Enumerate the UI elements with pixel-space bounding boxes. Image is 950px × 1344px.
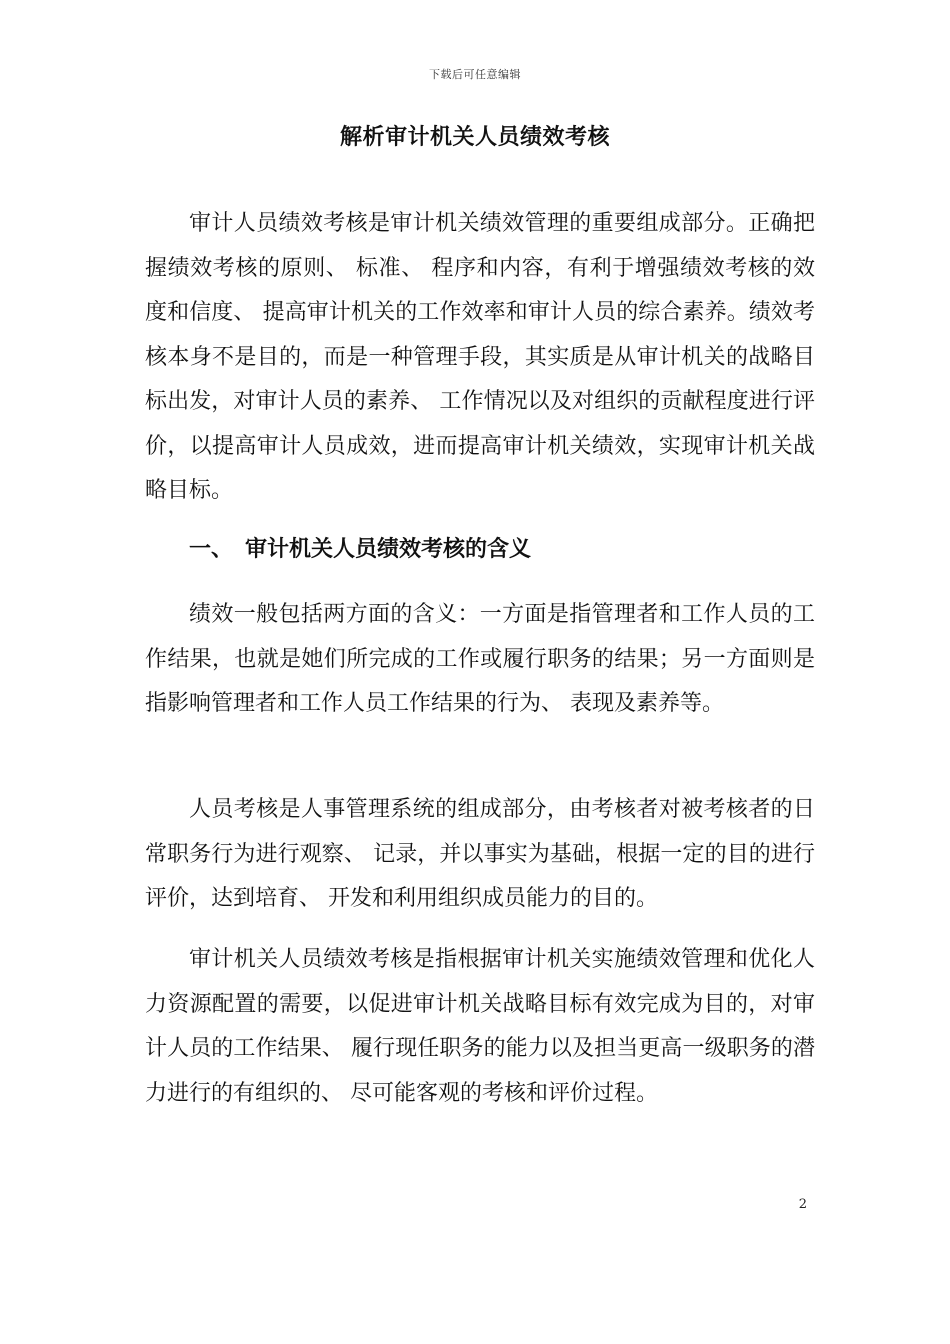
page-number: 2	[798, 1197, 807, 1212]
definition-paragraph-2: 人员考核是人事管理系统的组成部分，由考核者对被考核者的日常职务行为进行观察、 记录，并以事实为基础，根据一定的目的进行评价，达到培育、 开发和利用组织成员能力的目的。	[145, 797, 815, 911]
document-title: 解析审计机关人员绩效考核	[339, 125, 610, 150]
section-title: 审计机关人员绩效考核的含义	[245, 537, 532, 562]
section-heading	[145, 528, 815, 572]
definition-paragraph-3: 审计机关人员绩效考核是指根据审计机关实施绩效管理和优化人力资源配置的需要，以促进审计机关战略目标有效完成为目的，对审计人员的工作结果、 履行现任职务的能力以及担当更高一级职务的潜力进行的有组织的、 尽可能客观的考核和评价过程。	[145, 947, 815, 1106]
section-number: 一、	[189, 537, 234, 562]
header-note: 下载后可任意编辑	[429, 68, 521, 81]
definition-block-3	[145, 938, 815, 1116]
intro-paragraph: 审计人员绩效考核是审计机关绩效管理的重要组成部分。正确把握绩效考核的原则、 标准、 程序和内容，有利于增强绩效考核的效度和信度、 提高审计机关的工作效率和审计人员的综合素养。绩效考核本身不是目的，而是一种管理手段，其实质是从审计机关的战略目标出发，对审计人员的素养、 工作情况以及对组织的贡献程度进行评价，以提高审计人员成效，进而提高审计机关绩效，实现审计机关战略目标。	[145, 211, 815, 503]
definition-block-2	[145, 788, 815, 922]
definition-block-1	[145, 593, 815, 727]
definition-paragraph-1: 绩效一般包括两方面的含义：一方面是指管理者和工作人员的工作结果，也就是她们所完成的工作或履行职务的结果；另一方面则是指影响管理者和工作人员工作结果的行为、 表现及素养等。	[145, 602, 815, 716]
intro-block	[145, 202, 815, 514]
section-heading-block	[145, 528, 815, 572]
